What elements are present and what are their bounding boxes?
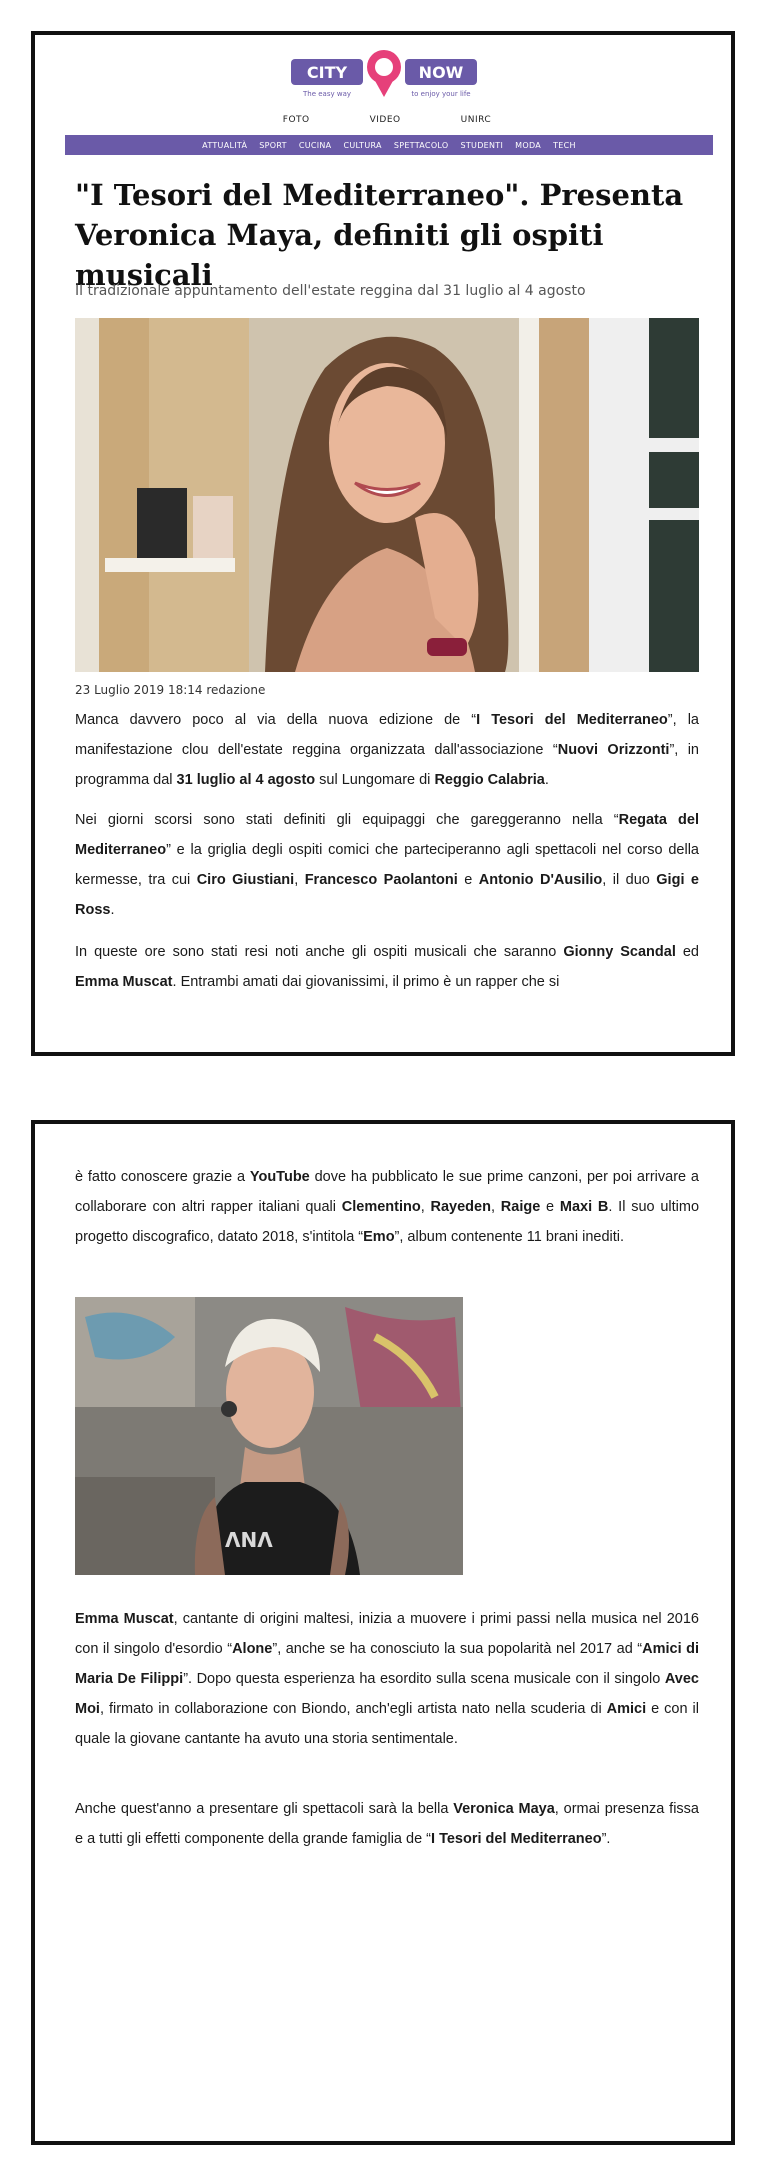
bold-text: Francesco Paolantoni — [304, 872, 458, 888]
text-run: . — [544, 772, 549, 788]
svg-text:ΛNΛ: ΛNΛ — [225, 1528, 273, 1552]
text-run: ”, album contenente 11 brani inediti. — [394, 1229, 625, 1245]
paragraph-6 — [75, 1794, 699, 1854]
bold-text: Maxi B — [559, 1199, 609, 1215]
bold-text: Emma Muscat — [75, 974, 173, 990]
category-cucina[interactable]: CUCINA — [298, 140, 332, 150]
category-tech[interactable]: TECH — [553, 140, 576, 150]
page-frame-1 — [31, 31, 735, 1056]
text-run: dove ha pubblicato le sue prime canzoni, per poi arrivare a collaborare con altri rapper italiani quali — [75, 1169, 699, 1215]
bold-text: Gigi e Ross — [75, 872, 699, 918]
paragraph-1 — [75, 705, 699, 795]
paragraph-2 — [75, 805, 699, 925]
bold-text: Gionny Scandal — [563, 944, 676, 960]
text-run: ”. Dopo questa esperienza ha esordito sulla scena musicale con il singolo — [183, 1671, 665, 1687]
photo-gionny-scandal — [75, 1297, 463, 1575]
article-meta: 23 Luglio 2019 18:14 redazione — [75, 683, 266, 697]
text-run: , — [294, 872, 305, 888]
logo-city-text: CITY — [306, 63, 348, 82]
text-run: ”. — [601, 1831, 611, 1847]
bold-text: Emma Muscat — [75, 1611, 174, 1627]
text-run: , — [490, 1199, 501, 1215]
bold-text: Amici — [606, 1701, 647, 1717]
page-frame-2 — [31, 1120, 735, 2145]
paragraph-4 — [75, 1162, 699, 1252]
text-run: e — [540, 1199, 560, 1215]
bold-text: I Tesori del Mediterraneo — [431, 1831, 602, 1847]
paragraph-5 — [75, 1604, 699, 1754]
text-run: Nei giorni scorsi sono stati definiti gli equipaggi che gareggeranno nella “ — [75, 812, 619, 828]
logo-tagline-right: to enjoy your life — [411, 90, 471, 98]
logo-now-text: NOW — [418, 63, 464, 82]
text-run: e con il quale la giovane cantante ha avuto una storia sentimentale. — [75, 1701, 699, 1747]
bold-text: Alone — [232, 1641, 273, 1657]
citynow-logo[interactable] — [289, 45, 479, 101]
nav-item-foto[interactable]: FOTO — [282, 115, 310, 125]
article-subtitle: Il tradizionale appuntamento dell'estate reggina dal 31 luglio al 4 agosto — [75, 283, 586, 299]
bold-text: Raige — [500, 1199, 541, 1215]
paragraph-3 — [75, 937, 699, 997]
text-run: , — [420, 1199, 431, 1215]
text-run: In queste ore sono stati resi noti anche gli ospiti musicali che saranno — [75, 944, 564, 960]
category-moda[interactable]: MODA — [515, 140, 542, 150]
text-run: ”, anche se ha conosciuto la sua popolarità nel 2017 ad “ — [272, 1641, 643, 1657]
text-run: , cantante di origini maltesi, inizia a muovere i primi passi nella musica nel 2016 con il singolo d'esordio “ — [75, 1611, 699, 1657]
text-run: ”, la manifestazione clou dell'estate reggina organizzata dall'associazione “ — [75, 712, 699, 758]
bold-text: Amici di Maria De Filippi — [75, 1641, 699, 1687]
bold-text: Regata del Mediterraneo — [75, 812, 699, 858]
text-run: ed — [675, 944, 699, 960]
bold-text: Antonio D'Ausilio — [478, 872, 603, 888]
top-navigation — [75, 115, 699, 135]
text-run: . Entrambi amati dai giovanissimi, il primo è un rapper che si — [172, 974, 560, 990]
nav-item-video[interactable]: VIDEO — [369, 115, 401, 125]
article-title: "I Tesori del Mediterraneo". Presenta Veronica Maya, definiti gli ospiti musicali — [75, 178, 684, 292]
bold-text: 31 luglio al 4 agosto — [176, 772, 316, 788]
text-run: , ormai presenza fissa e a tutti gli effetti componente della grande famiglia de “ — [75, 1801, 699, 1847]
bold-text: Nuovi Orizzonti — [557, 742, 670, 758]
category-spettacolo[interactable]: SPETTACOLO — [393, 140, 449, 150]
text-run: , firmato in collaborazione con Biondo, anch'egli artista nato nella scuderia di — [99, 1701, 607, 1717]
category-studenti[interactable]: STUDENTI — [460, 140, 504, 150]
bold-text: Veronica Maya — [453, 1801, 555, 1817]
category-bar — [65, 135, 713, 155]
text-run: Manca davvero poco al via della nuova edizione de “ — [75, 712, 477, 728]
category-sport[interactable]: SPORT — [259, 140, 287, 150]
bold-text: Emo — [363, 1229, 395, 1245]
bold-text: I Tesori del Mediterraneo — [476, 712, 668, 728]
text-run: ” e la griglia degli ospiti comici che parteciperanno agli spettacoli nel corso della kermesse, tra cui — [75, 842, 699, 888]
hero-image-veronica-maya — [75, 318, 699, 672]
bold-text: Rayeden — [430, 1199, 491, 1215]
bold-text: Clementino — [341, 1199, 421, 1215]
category-attualita[interactable]: ATTUALITÀ — [202, 140, 248, 150]
text-run: e — [457, 872, 479, 888]
bold-text: Ciro Giustiani — [196, 872, 295, 888]
category-cultura[interactable]: CULTURA — [343, 140, 382, 150]
logo-tagline-left: The easy way — [302, 90, 352, 98]
nav-item-unirc[interactable]: UNIRC — [460, 115, 492, 125]
text-run: . Il suo ultimo progetto discografico, datato 2018, s'intitola “ — [75, 1199, 700, 1245]
bold-text: Avec Moi — [75, 1671, 699, 1717]
bold-text: YouTube — [249, 1169, 310, 1185]
text-run: Anche quest'anno a presentare gli spettacoli sarà la bella — [75, 1801, 454, 1817]
text-run: ”, in programma dal — [75, 742, 699, 788]
bold-text: Reggio Calabria — [434, 772, 545, 788]
text-run: è fatto conoscere grazie a — [75, 1169, 250, 1185]
text-run: sul Lungomare di — [315, 772, 435, 788]
text-run: . — [110, 902, 115, 918]
text-run: , il duo — [602, 872, 657, 888]
